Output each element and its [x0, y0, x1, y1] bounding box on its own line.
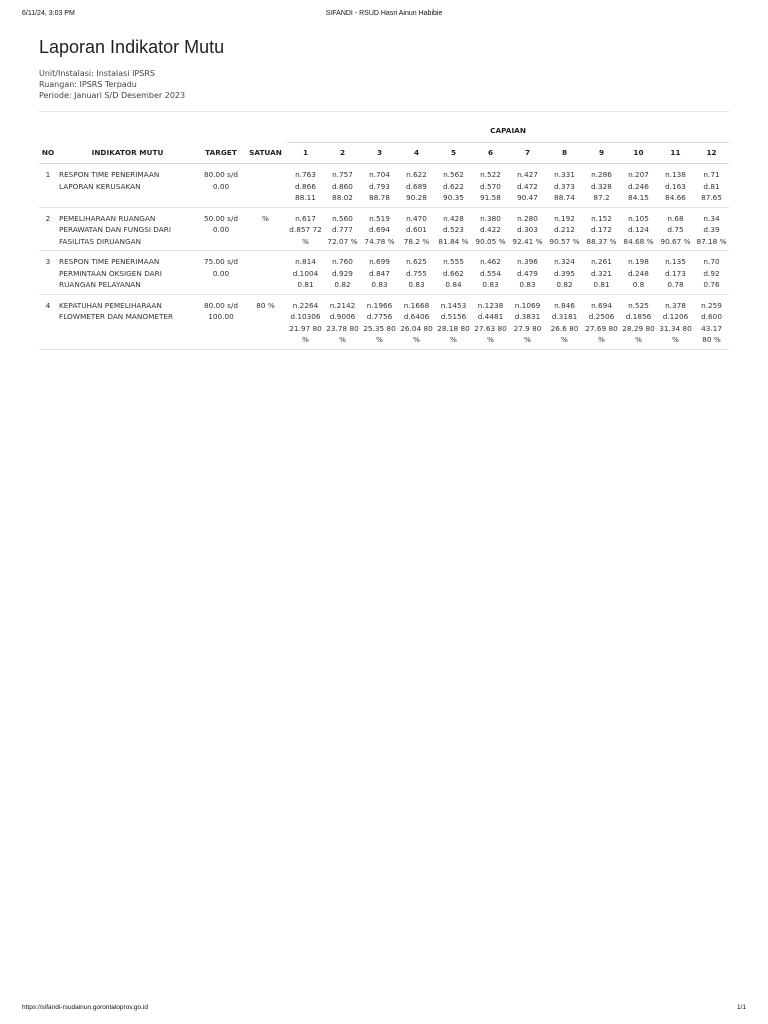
cell-target: 75.00 s/d 0.00	[198, 251, 244, 295]
cell-month: n.622 d.689 90.28	[398, 164, 435, 208]
cell-month: n.625 d.755 0.83	[398, 251, 435, 295]
header-target: TARGET	[198, 143, 244, 164]
cell-month: n.68 d.75 90.67 %	[657, 207, 694, 251]
cell-month: n.462 d.554 0.83	[472, 251, 509, 295]
cell-indikator: KEPATUHAN PEMELIHARAAN FLOWMETER DAN MANOMETER	[57, 294, 198, 349]
table-row	[39, 294, 729, 349]
cell-month: n.617 d.857 72 %	[287, 207, 324, 251]
cell-month: n.846 d.3181 26.6 80 %	[546, 294, 583, 349]
print-header	[22, 10, 746, 22]
cell-satuan: 80 %	[244, 294, 287, 349]
cell-month: n.105 d.124 84.68 %	[620, 207, 657, 251]
report-ruangan: Ruangan: IPSRS Terpadu	[39, 80, 137, 89]
cell-indikator: RESPON TIME PENERIMAAN LAPORAN KERUSAKAN	[57, 164, 198, 208]
cell-month: n.560 d.777 72.07 %	[324, 207, 361, 251]
cell-month: n.757 d.860 88.02	[324, 164, 361, 208]
header-month: 2	[324, 143, 361, 164]
cell-month: n.259 d.600 43.17 80 %	[694, 294, 729, 349]
cell-month: n.1238 d.4481 27.63 80 %	[472, 294, 509, 349]
cell-month: n.522 d.570 91.58	[472, 164, 509, 208]
header-month: 4	[398, 143, 435, 164]
header-month: 7	[509, 143, 546, 164]
cell-month: n.1453 d.5156 28.18 80 %	[435, 294, 472, 349]
table-row	[39, 164, 729, 208]
table-body	[39, 164, 729, 350]
cell-month: n.525 d.1856 28.29 80 %	[620, 294, 657, 349]
cell-month: n.34 d.39 87.18 %	[694, 207, 729, 251]
header-month: 1	[287, 143, 324, 164]
cell-no: 1	[39, 164, 57, 208]
cell-month: n.286 d.328 87.2	[583, 164, 620, 208]
header-spacer	[39, 120, 287, 143]
report-content	[39, 36, 729, 344]
header-month: 11	[657, 143, 694, 164]
cell-month: n.1069 d.3831 27.9 80 %	[509, 294, 546, 349]
indikator-mutu-table	[39, 120, 729, 350]
cell-indikator: PEMELIHARAAN RUANGAN PERAWATAN DAN FUNGSI DARI FASILITAS DIRUANGAN	[57, 207, 198, 251]
cell-no: 4	[39, 294, 57, 349]
cell-month: n.519 d.694 74.78 %	[361, 207, 398, 251]
header-month: 9	[583, 143, 620, 164]
cell-indikator: RESPON TIME PENERIMAAN PERMINTAAN OKSIGEN DARI RUANGAN PELAYANAN	[57, 251, 198, 295]
print-page-number: 1/1	[736, 1004, 746, 1011]
header-satuan: SATUAN	[244, 143, 287, 164]
cell-target: 80.00 s/d 100.00	[198, 294, 244, 349]
cell-month: n.71 d.81 87.65	[694, 164, 729, 208]
cell-satuan	[244, 251, 287, 295]
report-title: Laporan Indikator Mutu	[39, 37, 225, 57]
table-header	[39, 120, 729, 164]
cell-month: n.380 d.422 90.05 %	[472, 207, 509, 251]
cell-month: n.396 d.479 0.83	[509, 251, 546, 295]
cell-month: n.135 d.173 0.78	[657, 251, 694, 295]
cell-month: n.378 d.1206 31.34 80 %	[657, 294, 694, 349]
cell-month: n.763 d.866 88.11	[287, 164, 324, 208]
cell-month: n.192 d.212 90.57 %	[546, 207, 583, 251]
cell-month: n.760 d.929 0.82	[324, 251, 361, 295]
cell-target: 80.00 s/d 0.00	[198, 164, 244, 208]
table-row	[39, 251, 729, 295]
cell-month: n.152 d.172 88.37 %	[583, 207, 620, 251]
cell-month: n.1668 d.6406 26.04 80 %	[398, 294, 435, 349]
cell-month: n.694 d.2506 27.69 80 %	[583, 294, 620, 349]
cell-satuan: %	[244, 207, 287, 251]
header-divider	[39, 111, 729, 112]
cell-month: n.470 d.601 78.2 %	[398, 207, 435, 251]
cell-month: n.331 d.373 88.74	[546, 164, 583, 208]
header-month: 3	[361, 143, 398, 164]
cell-month: n.138 d.163 84.66	[657, 164, 694, 208]
header-no: NO	[39, 143, 57, 164]
header-month: 6	[472, 143, 509, 164]
cell-no: 3	[39, 251, 57, 295]
header-capaian: CAPAIAN	[287, 120, 729, 143]
header-month: 10	[620, 143, 657, 164]
header-indikator: INDIKATOR MUTU	[57, 143, 198, 164]
cell-month: n.261 d.321 0.81	[583, 251, 620, 295]
cell-month: n.324 d.395 0.82	[546, 251, 583, 295]
cell-month: n.814 d.1004 0.81	[287, 251, 324, 295]
cell-target: 50.00 s/d 0.00	[198, 207, 244, 251]
cell-month: n.207 d.246 84.15	[620, 164, 657, 208]
cell-month: n.1966 d.7756 25.35 80 %	[361, 294, 398, 349]
cell-month: n.555 d.662 0.84	[435, 251, 472, 295]
report-periode: Periode: Januari S/D Desember 2023	[39, 91, 186, 100]
cell-month: n.2264 d.10306 21.97 80 %	[287, 294, 324, 349]
cell-month: n.198 d.248 0.8	[620, 251, 657, 295]
table-row	[39, 207, 729, 251]
header-month: 8	[546, 143, 583, 164]
cell-month: n.699 d.847 0.83	[361, 251, 398, 295]
cell-satuan	[244, 164, 287, 208]
print-page-title: SIFANDI - RSUD Hasri Ainun Habibie	[325, 10, 443, 17]
report-unit: Unit/Instalasi: Instalasi IPSRS	[39, 69, 155, 78]
header-month: 5	[435, 143, 472, 164]
cell-month: n.2142 d.9006 23.78 80 %	[324, 294, 361, 349]
cell-month: n.562 d.622 90.35	[435, 164, 472, 208]
cell-month: n.428 d.523 81.84 %	[435, 207, 472, 251]
cell-month: n.427 d.472 90.47	[509, 164, 546, 208]
cell-month: n.280 d.303 92.41 %	[509, 207, 546, 251]
print-datetime: 6/11/24, 3:03 PM	[22, 10, 75, 17]
cell-month: n.70 d.92 0.76	[694, 251, 729, 295]
print-url: https://sifandi-rsudainun.gorontaloprov.go.id	[22, 1004, 148, 1011]
cell-month: n.704 d.793 88.78	[361, 164, 398, 208]
cell-no: 2	[39, 207, 57, 251]
print-footer	[22, 1004, 746, 1016]
header-month: 12	[694, 143, 729, 164]
